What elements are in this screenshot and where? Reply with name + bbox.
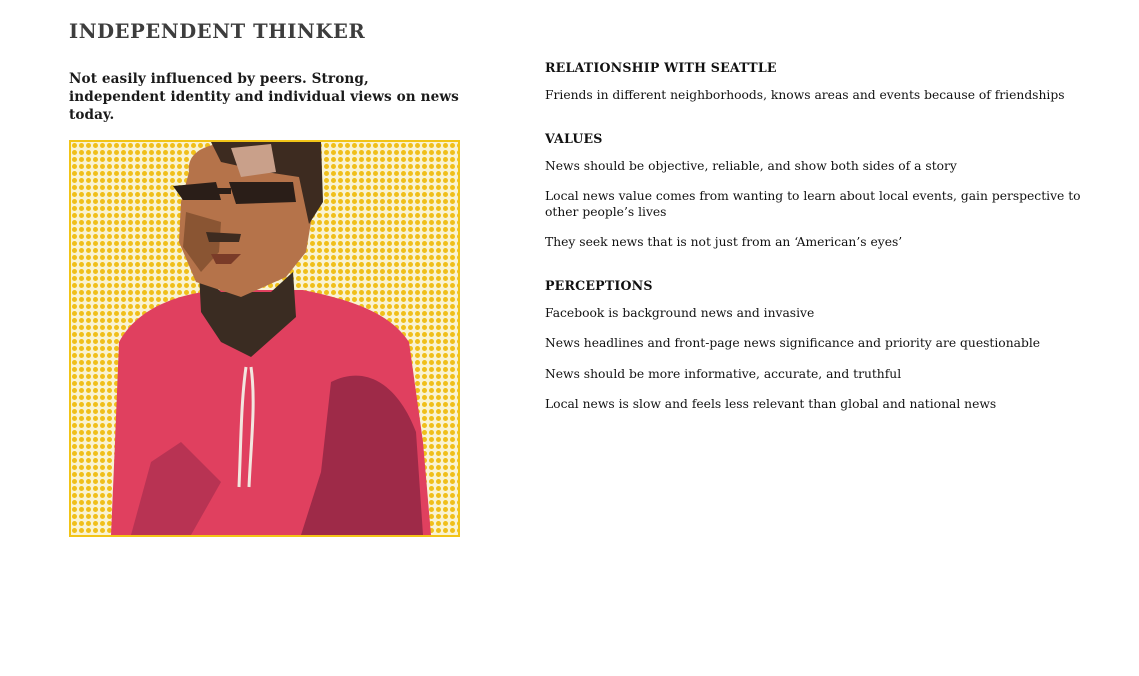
list-item: They seek news that is not just from an ‘American’s eyes’ <box>545 235 903 249</box>
persona-title: INDEPENDENT THINKER <box>69 20 366 43</box>
section-title: RELATIONSHIP WITH SEATTLE <box>545 60 777 75</box>
list-item: News headlines and front-page news significance and priority are questionable <box>545 336 1041 350</box>
list-item: Facebook is background news and invasive <box>545 305 815 320</box>
list-item: News should be objective, reliable, and show both sides of a story <box>545 158 957 173</box>
section-values <box>545 131 1085 251</box>
section-title: PERCEPTIONS <box>545 277 653 293</box>
list-item: Friends in different neighborhoods, knows areas and events because of friendships <box>545 88 1065 102</box>
persona-summary: Not easily influenced by peers. Strong, independent identity and individual views on news today. <box>69 71 459 123</box>
persona-details <box>545 60 1085 440</box>
section-title: VALUES <box>545 130 603 146</box>
list-item: News should be more informative, accurate, and truthful <box>545 366 902 381</box>
persona-portrait <box>69 140 460 537</box>
list-item: Local news value comes from wanting to learn about local events, gain perspective to other people’s lives <box>545 189 1081 219</box>
section-relationship <box>545 60 1085 104</box>
section-perceptions <box>545 278 1085 413</box>
list-item: Local news is slow and feels less relevant than global and national news <box>545 397 997 411</box>
pop-art-portrait-image <box>71 142 458 535</box>
